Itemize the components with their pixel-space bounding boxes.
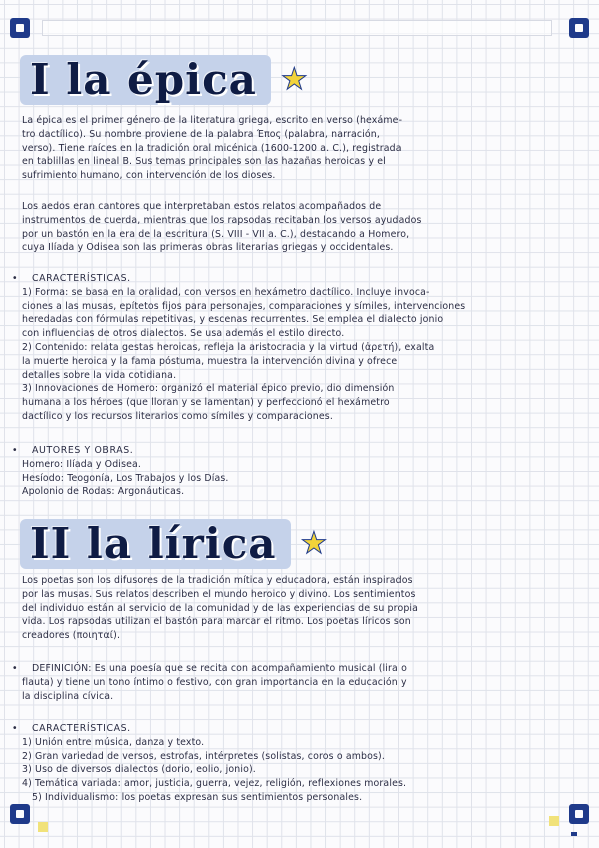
text-line: 3) Innovaciones de Homero: organizó el material épico previo, dio dimensión bbox=[22, 383, 395, 395]
caracteristicas-heading: • CARACTERÍSTICAS. bbox=[22, 722, 582, 736]
text-line: la disciplina cívica. bbox=[22, 690, 114, 702]
section-title-epica bbox=[20, 54, 308, 106]
epica-intro bbox=[22, 114, 582, 183]
text-line: heredadas con fórmulas repetitivas, y escenas recurrentes. Se emplea el dialecto jonio bbox=[22, 314, 444, 326]
text-line: con influencias de otros dialectos. Se usa además el estilo directo. bbox=[22, 328, 345, 340]
corner-square-icon bbox=[10, 18, 30, 38]
corner-square-icon bbox=[569, 18, 589, 38]
lirica-caracteristicas bbox=[22, 722, 582, 805]
text-line: creadores (ποιηταί). bbox=[22, 630, 121, 642]
star-icon: ★ bbox=[300, 526, 328, 561]
corner-square-icon bbox=[569, 804, 589, 824]
section-title-lirica bbox=[20, 518, 327, 570]
text-line: en tablillas en lineal B. Sus temas principales son las hazañas heroicas y el bbox=[22, 156, 386, 168]
text-line: Hesíodo: Teogonía, Los Trabajos y los Días. bbox=[22, 472, 229, 484]
text-line: flauta) y tiene un tono íntimo o festivo, con gran importancia en la educación y bbox=[22, 676, 407, 688]
text-line: 1) Unión entre música, danza y texto. bbox=[22, 736, 205, 748]
text-line: Los poetas son los difusores de la tradición mítica y educadora, están inspirados bbox=[22, 575, 413, 586]
header-strip bbox=[42, 20, 552, 36]
autores-heading: • AUTORES Y OBRAS. bbox=[22, 444, 582, 458]
lirica-definicion bbox=[22, 662, 582, 703]
epica-autores bbox=[22, 444, 582, 499]
caracteristicas-heading: • CARACTERÍSTICAS. bbox=[22, 272, 582, 286]
text-line: por un bastón en la era de la escritura (S. VIII - VII a. C.), destacando a Homero, bbox=[22, 228, 410, 240]
corner-square-icon bbox=[10, 804, 30, 824]
text-line: Apolonio de Rodas: Argonáuticas. bbox=[22, 486, 185, 498]
text-line: 1) Forma: se basa en la oralidad, con versos en hexámetro dactílico. Incluye invoca- bbox=[22, 286, 430, 298]
text-line: dactílico y los recursos literarios como símiles y comparaciones. bbox=[22, 410, 333, 422]
text-line: 2) Contenido: relata gestas heroicas, refleja la aristocracia y la virtud (ἀρετή), exalta bbox=[22, 341, 435, 353]
text-line: por las musas. Sus relatos describen el mundo heroico y divino. Los sentimientos bbox=[22, 588, 416, 600]
text-line: verso). Tiene raíces en la tradición oral micénica (1600-1200 a. C.), registrada bbox=[22, 142, 402, 154]
text-line: 3) Uso de diversos dialectos (dorio, eolio, jonio). bbox=[22, 764, 256, 776]
lirica-intro bbox=[22, 574, 582, 643]
text-line: Los aedos eran cantores que interpretaban estos relatos acompañados de bbox=[22, 201, 382, 212]
text-line: • DEFINICIÓN: Es una poesía que se recita con acompañamiento musical (lira o bbox=[22, 662, 582, 676]
text-line: 4) Temática variada: amor, justicia, guerra, vejez, religión, reflexiones morales. bbox=[22, 778, 407, 790]
text-line: sufrimiento humano, con intervención de los dioses. bbox=[22, 170, 276, 182]
text-line: 2) Gran variedad de versos, estrofas, intérpretes (solistas, coros o ambos). bbox=[22, 750, 385, 762]
epica-caracteristicas bbox=[22, 272, 582, 424]
yellow-square-icon bbox=[38, 822, 48, 832]
text-line: tro dactílico). Su nombre proviene de la palabra Έπος (palabra, narración, bbox=[22, 128, 381, 140]
text-line: cuya Ilíada y Odisea son las primeras obras literarias griegas y occidentales. bbox=[22, 242, 394, 254]
text-line: 5) Individualismo: los poetas expresan sus sentimientos personales. bbox=[32, 791, 363, 803]
text-line: La épica es el primer género de la literatura griega, escrito en verso (hexáme- bbox=[22, 115, 403, 126]
text-line: del individuo están al servicio de la comunidad y de las experiencias de su propia bbox=[22, 602, 419, 614]
text-line: Homero: Ilíada y Odisea. bbox=[22, 458, 142, 470]
epica-aedos bbox=[22, 200, 582, 255]
text-line: vida. Los rapsodas utilizan el bastón para marcar el ritmo. Los poetas líricos son bbox=[22, 616, 411, 628]
text-line: ciones a las musas, epítetos fijos para personajes, comparaciones y símiles, intervenciones bbox=[22, 300, 466, 312]
blue-mark-icon bbox=[571, 832, 577, 836]
text-line: detalles sobre la vida cotidiana. bbox=[22, 369, 177, 381]
text-line: humana a los héroes (que lloran y se lamentan) y perfeccionó el hexámetro bbox=[22, 397, 390, 409]
text-line: la muerte heroica y la fama póstuma, muestra la intervención divina y ofrece bbox=[22, 355, 398, 367]
star-icon: ★ bbox=[280, 62, 308, 97]
title-lirica-text: II la lírica bbox=[20, 519, 291, 569]
title-epica-text: I la épica bbox=[20, 55, 271, 105]
text-line: instrumentos de cuerda, mientras que los rapsodas recitaban los versos ayudados bbox=[22, 214, 422, 226]
yellow-square-icon bbox=[549, 816, 559, 826]
